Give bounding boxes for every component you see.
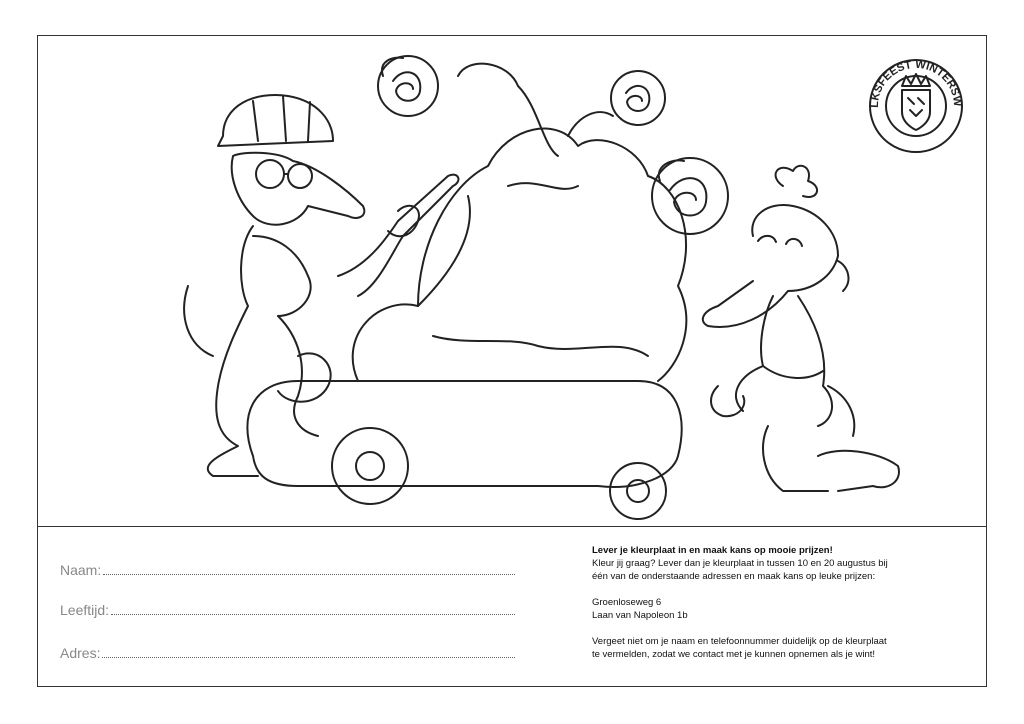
dropoff-address-1: Groenloseweg 6 <box>592 597 662 608</box>
address-field[interactable] <box>60 638 515 662</box>
contest-text-line-2: één van de onderstaande adressen en maak kans op leuke prijzen: <box>592 571 876 582</box>
age-field[interactable] <box>60 595 515 619</box>
name-label: Naam: <box>60 562 102 578</box>
coloring-page-sheet <box>37 35 987 687</box>
age-dotted-line[interactable] <box>111 614 515 615</box>
dog-with-helmet <box>184 95 458 476</box>
section-divider <box>38 526 986 527</box>
contest-text-line-1: Kleur jij graag? Lever dan je kleurplaat in tussen 10 en 20 augustus bij <box>592 558 888 569</box>
coloring-illustration <box>38 36 985 526</box>
name-dotted-line[interactable] <box>103 574 515 575</box>
dog-with-bow <box>703 166 899 491</box>
dropoff-address-2: Laan van Napoleon 1b <box>592 610 688 621</box>
svg-text:VOLKSFEEST WINTERSWIJK <box>869 59 963 109</box>
address-label: Adres: <box>60 645 101 661</box>
name-field[interactable] <box>60 555 515 579</box>
contest-info <box>592 544 972 661</box>
reminder-line-1: Vergeet niet om je naam en telefoonnummer duidelijk op de kleurplaat <box>592 636 887 647</box>
volksfeest-winterswijk-seal <box>869 59 963 152</box>
parade-float <box>247 64 686 487</box>
reminder-line-2: te vermelden, zodat we contact met je kunnen opnemen als je wint! <box>592 649 876 660</box>
float-wheels <box>332 428 666 519</box>
address-dotted-line[interactable] <box>102 657 515 658</box>
seal-text: VOLKSFEEST WINTERSWIJK <box>868 58 964 109</box>
age-label: Leeftijd: <box>60 602 110 618</box>
contest-headline: Lever je kleurplaat in en maak kans op mooie prijzen! <box>592 545 833 556</box>
